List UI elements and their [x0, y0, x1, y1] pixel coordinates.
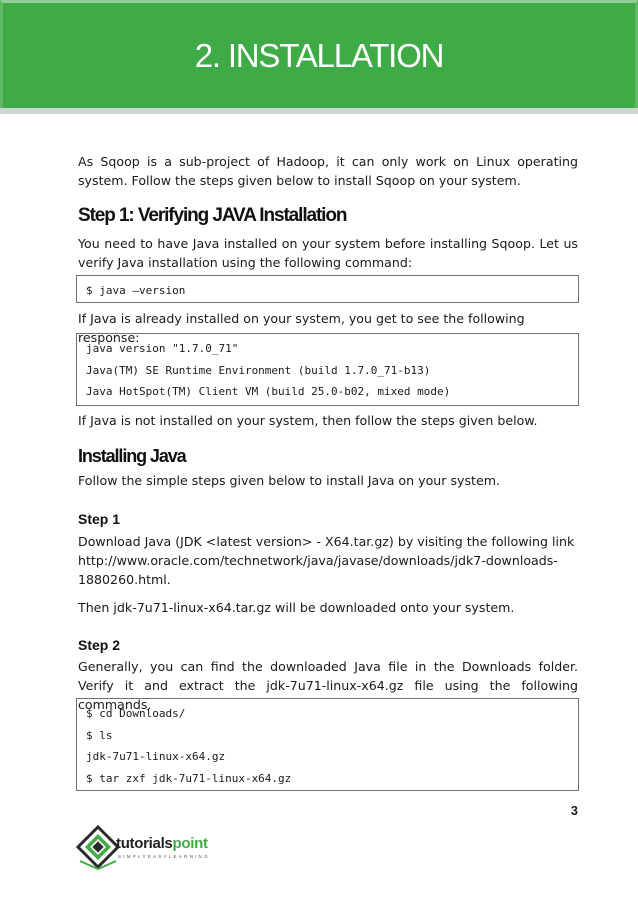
java-version-command-box — [76, 275, 579, 303]
page-number: 3 — [570, 803, 578, 818]
code-line: Java HotSpot(TM) Client VM (build 25.0-b02, mixed mode) — [86, 385, 451, 398]
intro-paragraph: As Sqoop is a sub-project of Hadoop, it can only work on Linux operating system. Follow the steps given below to install Sqoop on your system. — [78, 154, 578, 188]
logo-wordmark — [116, 835, 208, 852]
logo-emblem-icon — [76, 825, 120, 871]
logo-word-1: tutorials — [116, 835, 173, 852]
code-line: jdk-7u71-linux-x64.gz — [86, 750, 226, 763]
banner-divider — [0, 108, 638, 114]
code-line: java version "1.7.0_71" — [86, 342, 239, 355]
chapter-title: 2. INSTALLATION — [194, 37, 444, 74]
substep2-paragraph: Generally, you can find the downloaded Java file in the Downloads folder. Verify it and extract the jdk-7u71-linux-x64.gz file using the following commands. — [78, 659, 578, 712]
logo-tagline: SIMPLYEASYLEARNING — [118, 854, 210, 859]
substep1-heading: Step 1 — [78, 511, 121, 527]
step1-heading: Step 1: Verifying JAVA Installation — [78, 205, 347, 226]
installing-java-heading: Installing Java — [78, 446, 186, 466]
substep2-heading: Step 2 — [78, 637, 121, 653]
installing-java-paragraph: Follow the simple steps given below to install Java on your system. — [78, 473, 500, 488]
step1-paragraph: You need to have Java installed on your system before installing Sqoop. Let us verify Java installation using the following command: — [78, 236, 578, 270]
oracle-download-link[interactable]: http://www.oracle.com/technetwork/java/javase/downloads/jdk7-downloads- — [78, 553, 558, 568]
substep1-line: Download Java (JDK <latest version> - X64.tar.gz) by visiting the following link — [78, 534, 575, 549]
substep1-paragraph-2: Then jdk-7u71-linux-x64.tar.gz will be downloaded onto your system. — [78, 600, 515, 615]
substep1-line: 1880260.html. — [78, 572, 171, 587]
code-line: $ java –version — [86, 284, 186, 297]
java-response-box — [76, 333, 579, 406]
substep1-paragraph — [78, 532, 578, 589]
extract-commands-box — [76, 698, 579, 791]
logo-word-2: point — [172, 835, 208, 852]
code-line: $ ls — [86, 728, 113, 742]
code-line: $ tar zxf jdk-7u71-linux-x64.gz — [86, 771, 292, 785]
code-line: Java(TM) SE Runtime Environment (build 1.7.0_71-b13) — [86, 363, 431, 377]
step1-paragraph-2: If Java is already installed on your system, you get to see the following response: — [78, 311, 525, 345]
code-line: $ cd Downloads/ — [86, 707, 186, 720]
tutorialspoint-logo — [76, 823, 236, 873]
step1-paragraph-3: If Java is not installed on your system, then follow the steps given below. — [78, 413, 538, 428]
